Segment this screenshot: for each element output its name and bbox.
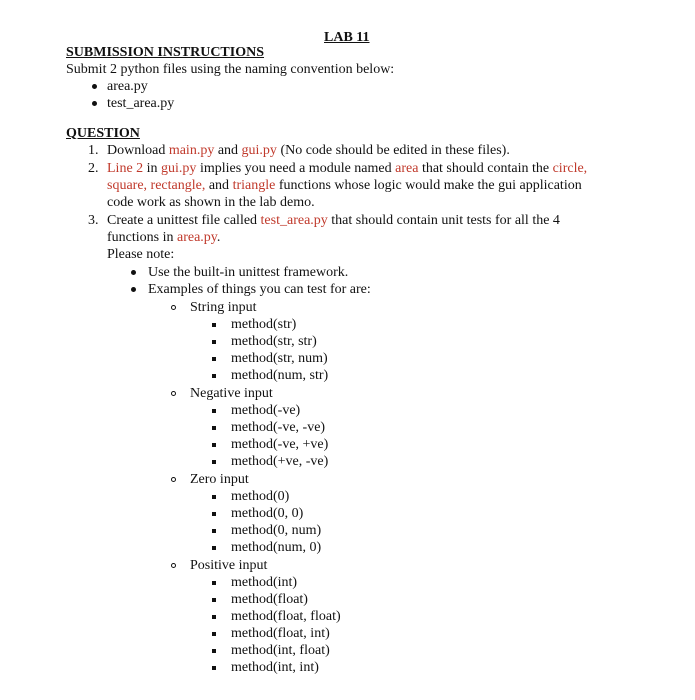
red-text: area — [395, 161, 419, 176]
please-note: Please note: — [107, 247, 175, 262]
square-bullet-icon — [212, 323, 216, 327]
group-label: Negative input — [190, 386, 273, 401]
red-text: gui.py — [161, 161, 197, 176]
bullet-icon — [131, 270, 136, 275]
text-segment: that should contain unit tests for all the 4 — [327, 213, 560, 228]
square-bullet-icon — [212, 409, 216, 413]
square-bullet-icon — [212, 615, 216, 619]
text-segment: functions in — [107, 230, 177, 245]
item-number: 3. — [88, 213, 99, 228]
red-text: area.py — [177, 230, 217, 245]
text-segment: implies you need a module named — [196, 161, 396, 176]
square-bullet-icon — [212, 443, 216, 447]
test-case: method(num, 0) — [231, 540, 322, 555]
square-bullet-icon — [212, 632, 216, 636]
note-bullet-2: Examples of things you can test for are: — [148, 282, 371, 297]
file-ref: gui.py — [241, 143, 277, 158]
square-bullet-icon — [212, 374, 216, 378]
item-number: 1. — [88, 143, 99, 158]
test-case: method(int) — [231, 575, 298, 590]
square-bullet-icon — [212, 666, 216, 670]
test-case: method(str, str) — [231, 334, 317, 349]
text-segment: that should contain the — [418, 161, 553, 176]
group-label: String input — [190, 300, 257, 315]
test-case: method(str) — [231, 317, 297, 332]
item-1-text — [107, 142, 510, 159]
test-case: method(int, int) — [231, 660, 319, 675]
square-bullet-icon — [212, 546, 216, 550]
square-bullet-icon — [212, 529, 216, 533]
text-segment: and — [214, 143, 242, 158]
test-case: method(0, num) — [231, 523, 322, 538]
text-segment: Create a unittest file called — [107, 213, 261, 228]
bullet-icon — [131, 287, 136, 292]
square-bullet-icon — [212, 460, 216, 464]
square-bullet-icon — [212, 340, 216, 344]
test-case: method(0, 0) — [231, 506, 304, 521]
square-bullet-icon — [212, 512, 216, 516]
test-case: method(+ve, -ve) — [231, 454, 329, 469]
item-number: 2. — [88, 161, 99, 176]
item-2-line-3: code work as shown in the lab demo. — [107, 195, 315, 210]
test-case: method(float) — [231, 592, 308, 607]
group-label: Positive input — [190, 558, 268, 573]
item-2-line-2 — [107, 177, 582, 194]
text-segment: (No code should be edited in these files). — [276, 143, 510, 158]
test-case: method(float, int) — [231, 626, 330, 641]
circle-bullet-icon — [171, 563, 176, 568]
square-bullet-icon — [212, 598, 216, 602]
bullet-icon — [92, 84, 97, 89]
text-segment: functions whose logic would make the gui application — [275, 178, 582, 193]
red-text: square, rectangle, — [107, 178, 206, 193]
note-bullet-1: Use the built-in unittest framework. — [148, 265, 349, 280]
red-text: triangle — [232, 178, 276, 193]
test-case: method(-ve) — [231, 403, 301, 418]
red-text: Line 2 — [107, 161, 144, 176]
text-segment: in — [143, 161, 162, 176]
test-case: method(float, float) — [231, 609, 341, 624]
test-case: method(0) — [231, 489, 290, 504]
text-segment: . — [216, 230, 221, 245]
square-bullet-icon — [212, 581, 216, 585]
file-test-area: test_area.py — [107, 96, 175, 111]
circle-bullet-icon — [171, 477, 176, 482]
text-segment: Download — [107, 143, 169, 158]
test-case: method(str, num) — [231, 351, 328, 366]
test-case: method(int, float) — [231, 643, 330, 658]
group-label: Zero input — [190, 472, 249, 487]
square-bullet-icon — [212, 495, 216, 499]
square-bullet-icon — [212, 426, 216, 430]
red-text: circle, — [552, 161, 588, 176]
item-2-line-1 — [107, 160, 587, 177]
test-case: method(num, str) — [231, 368, 329, 383]
question-heading: QUESTION — [66, 126, 140, 141]
square-bullet-icon — [212, 649, 216, 653]
lab-title: LAB 11 — [324, 30, 370, 45]
bullet-icon — [92, 101, 97, 106]
item-3-line-2 — [107, 229, 220, 246]
submission-intro: Submit 2 python files using the naming convention below: — [66, 62, 395, 77]
red-text: test_area.py — [260, 213, 328, 228]
file-ref: main.py — [168, 143, 215, 158]
item-3-line-1 — [107, 212, 560, 229]
circle-bullet-icon — [171, 391, 176, 396]
file-area: area.py — [107, 79, 148, 94]
square-bullet-icon — [212, 357, 216, 361]
circle-bullet-icon — [171, 305, 176, 310]
submission-heading: SUBMISSION INSTRUCTIONS — [66, 45, 265, 60]
text-segment: and — [205, 178, 233, 193]
test-case: method(-ve, -ve) — [231, 420, 326, 435]
test-case: method(-ve, +ve) — [231, 437, 329, 452]
